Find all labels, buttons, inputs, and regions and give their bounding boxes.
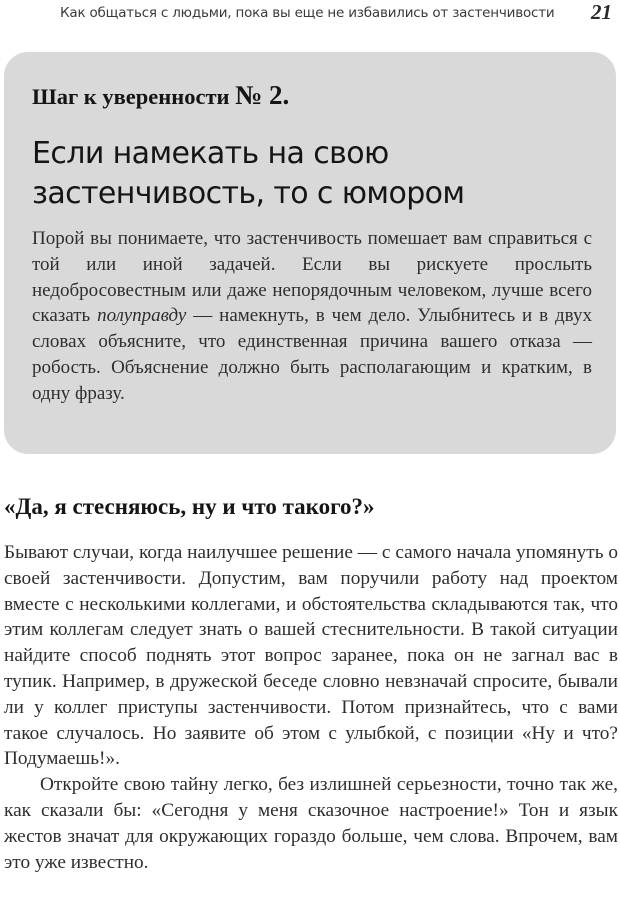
page-number: 21 [591,0,612,24]
confidence-step-callout [4,52,616,454]
callout-kicker [32,80,289,111]
callout-kicker-number: № 2. [235,80,290,110]
callout-title: Если намекать на свою застенчивость, то с юмором [32,136,465,211]
callout-body-tail: — намекнуть, в чем дело. Улыбнитесь и в двух словах объясните, что единственная причина вашего отказа — робость. Объяснение должно быть располагающим и кратким, в одну фразу. [32,305,592,404]
running-header [0,0,620,30]
callout-body-lead: Порой вы понимаете, что застенчивость помешает вам справиться с той или иной задачей. Если вы рискуете прослыть недобросовестным или даже непорядочным человеком, лучше всего сказать [32,228,592,327]
callout-body [32,226,592,407]
article-body [4,540,618,875]
callout-kicker-text: Шаг к уверенности [32,84,236,109]
callout-body-emphasis: полуправду [97,305,187,327]
body-paragraph-2: Откройте свою тайну легко, без излишней серьезности, точно так же, как сказали бы: «Сегодня у меня сказочное настроение!» Тон и язык жестов значат для окружающих гораздо больше, чем слова. Впрочем, вам это уже известно. [4,774,618,873]
body-paragraph-1: Бывают случаи, когда наилучшее решение — с самого начала упомянуть о своей застенчивости. Допустим, вам поручили работу над проектом вместе с несколькими коллегами, и обстоятельства складываются так, что этим коллегам следует знать о вашей стеснительности. В такой ситуации найдите способ поднять этот вопрос заранее, пока он не загнал вас в тупик. Например, в дружеской беседе словно невзначай спросите, бывали ли у коллег приступы застенчивости. Потом признайтесь, что с вами такое случалось. Но заявите об этом с улыбкой, с позиции «Ну и что? Подумаешь!». [4,542,618,770]
running-title: Как общаться с людьми, пока вы еще не избавились от застенчивости [60,5,555,21]
section-heading: «Да, я стесняюсь, ну и что такого?» [4,494,375,519]
